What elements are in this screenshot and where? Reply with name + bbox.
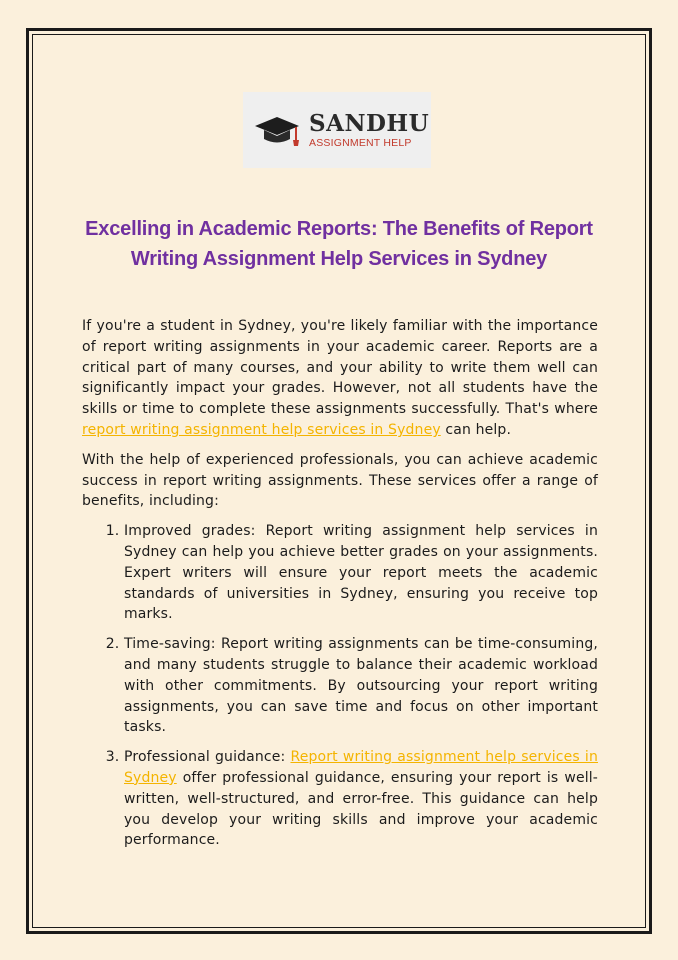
intro-paragraph bbox=[82, 316, 598, 441]
graduation-cap-icon bbox=[253, 106, 301, 154]
list-item bbox=[124, 747, 598, 851]
benefit-heading: Improved grades: bbox=[124, 523, 256, 540]
benefits-list bbox=[82, 521, 598, 851]
benefit-text: offer professional guidance, ensuring your report is well-written, well-structured, and error-free. This guidance can help you develop your writing skills and improve your academic performance. bbox=[124, 769, 598, 849]
benefit-text: Report writing assignment help services in Sydney can help you achieve better grades on your assignments. Expert writers will ensure your report meets the academic standards of universities in Sydney, ensuring you receive top marks. bbox=[124, 523, 598, 623]
logo-name: SANDHU bbox=[309, 109, 430, 137]
benefit-text: Report writing assignments can be time-consuming, and many students struggle to balance their academic workload with other commitments. By outsourcing your report writing assignments, you can save time and focus on other important tasks. bbox=[124, 636, 598, 736]
report-writing-help-link[interactable]: report writing assignment help services in Sydney bbox=[82, 421, 441, 438]
article-body bbox=[82, 316, 598, 860]
list-item bbox=[124, 634, 598, 738]
list-item bbox=[124, 521, 598, 625]
professional-guidance-link[interactable]: Report writing assignment help services in Sydney bbox=[124, 749, 598, 786]
benefits-intro-paragraph: With the help of experienced professionals, you can achieve academic success in report writing assignments. These services offer a range of benefits, including: bbox=[82, 451, 598, 510]
benefit-heading: Time-saving: bbox=[124, 636, 216, 653]
benefit-heading: Professional guidance: bbox=[124, 749, 286, 766]
logo-text bbox=[309, 109, 430, 149]
logo bbox=[243, 92, 431, 168]
intro-text: If you're a student in Sydney, you're likely familiar with the importance of report writing assignments in your academic career. Reports are a critical part of many courses, and your ability to write them well can significantly impact your grades. However, not all students have the skills or time to complete these assignments successfully. That's where bbox=[82, 318, 598, 418]
page-title: Excelling in Academic Reports: The Benefits of Report Writing Assignment Help Services in Sydney bbox=[85, 218, 593, 270]
intro-text-end: can help. bbox=[440, 421, 512, 438]
logo-subtitle: ASSIGNMENT HELP bbox=[309, 136, 412, 149]
